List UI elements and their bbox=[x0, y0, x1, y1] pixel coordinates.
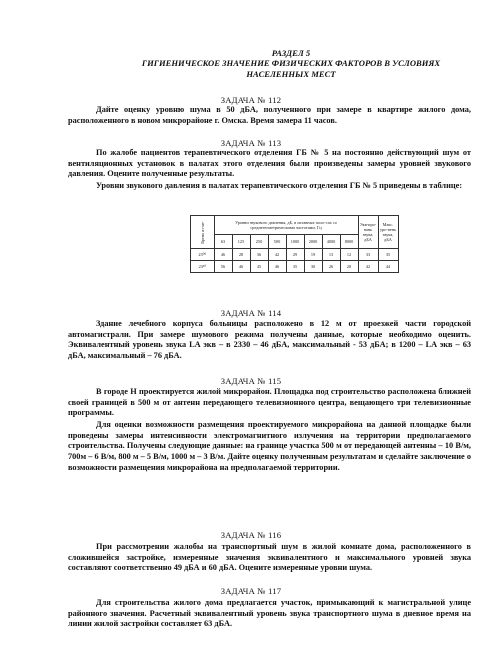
value-cell: 19 bbox=[304, 249, 322, 261]
value-cell: 28 bbox=[232, 249, 250, 261]
freq-cell: 2000 bbox=[304, 235, 322, 249]
task-116-text: При рассмотрении жалобы на транспортный шум в жилой комнате дома, расположенного в сложившейся застройке, измеренные значения эквивалентного и максимального уровней звука составляют соответственно 49 дБА и 60 дБА. Оцените измеренные уровни шума. bbox=[68, 542, 471, 573]
time-cell: 23³⁰ bbox=[191, 261, 215, 273]
freq-cell: 8000 bbox=[340, 235, 358, 249]
value-cell: 26 bbox=[322, 261, 340, 273]
freq-cell: 500 bbox=[268, 235, 286, 249]
value-cell: 46 bbox=[268, 261, 286, 273]
freq-cell: 250 bbox=[250, 235, 268, 249]
max-level-header: Макс. уро-вень звука, дБА bbox=[378, 216, 398, 249]
section-title-line1: ГИГИЕНИЧЕСКОЕ ЗНАЧЕНИЕ ФИЗИЧЕСКИХ ФАКТОРОВ В УСЛОВИЯХ bbox=[141, 58, 441, 68]
section-title-line2: НАСЕЛЕННЫХ МЕСТ bbox=[246, 69, 336, 79]
value-cell: 42 bbox=[358, 261, 378, 273]
value-cell: 46 bbox=[232, 261, 250, 273]
value-cell: 33 bbox=[358, 249, 378, 261]
eq-level-header: Экв-иро-вань звука, дБА bbox=[358, 216, 378, 249]
time-header: Время из-ме- bbox=[191, 216, 215, 249]
task-113-title: ЗАДАЧА № 113 bbox=[220, 138, 282, 148]
table-row bbox=[191, 249, 399, 261]
value-cell: 13 bbox=[322, 249, 340, 261]
table-row bbox=[191, 261, 399, 273]
freq-cell: 1000 bbox=[286, 235, 304, 249]
task-117-title: ЗАДАЧА № 117 bbox=[220, 586, 282, 596]
task-112-text: Дайте оценку уровню шума в 50 дБА, полученного при замере в квартире жилого дома, расположенного в новом микрорайоне г. Омска. Время замера 11 часов. bbox=[68, 105, 471, 125]
freq-cell: 4000 bbox=[322, 235, 340, 249]
value-cell: 45 bbox=[250, 261, 268, 273]
freq-cell: 63 bbox=[214, 235, 232, 249]
value-cell: 35 bbox=[378, 249, 398, 261]
task-115-text1: В городе Н проектируется жилой микрорайон. Площадка под строительство расположена ближней своей границей в 500 м от антенн передающего телевизионного центра, вещающего три телевизионные программы. bbox=[68, 387, 471, 418]
task-112-title: ЗАДАЧА № 112 bbox=[220, 95, 282, 105]
task-116-title: ЗАДАЧА № 116 bbox=[220, 530, 282, 540]
task-114-text: Здание лечебного корпуса больницы расположено в 12 м от проезжей части городской автомагистрали. При замере шумового режима получены данные, которые необходимо оценить. Эквивалентный уровень звука LA экв – в 2330 – 46 дБА, максимальный - 53 дБА; в 1200 – LA экв – 63 дБА, максимальный – 76 дБА. bbox=[68, 319, 471, 361]
value-cell: 29 bbox=[286, 249, 304, 261]
freq-header: Уровни звукового давления, дБ, в октавных поло-сах со среднегеометрическими частотами, Гц bbox=[214, 216, 358, 235]
value-cell: 42 bbox=[268, 249, 286, 261]
task-117-text: Для строительства жилого дома предлагается участок, примыкающий к магистральной улице районного значения. Расчетный эквивалентный уровень звука транспортного шума в дневное время на линии жилой застройки составляет 63 дБА. bbox=[68, 598, 471, 629]
task-113-text2: Уровни звукового давления в палатах терапевтического отделения ГБ № 5 приведены в таблице: bbox=[96, 181, 463, 190]
value-cell: 56 bbox=[214, 261, 232, 273]
section-number: РАЗДЕЛ 5 bbox=[271, 48, 311, 58]
value-cell: 20 bbox=[340, 261, 358, 273]
task-114-title: ЗАДАЧА № 114 bbox=[220, 308, 282, 318]
value-cell: 35 bbox=[286, 261, 304, 273]
value-cell: 30 bbox=[304, 261, 322, 273]
value-cell: 44 bbox=[378, 261, 398, 273]
task-115-text2: Для оценки возможности размещения проектируемого микрорайона на данной площадке были проведены замеры интенсивности электромагнитного излучения на территории предполагаемого строительства. Получены следующие данные: на границе участка 500 м от передающей антенны – 10 В/м, 700м – 6 В/м, 800 м – 5 В/м, 1000 м – 3 В/м. Дайте оценку полученным результатам и сделайте заключение о возможности размещения микрорайона на предполагаемой территории. bbox=[68, 420, 471, 472]
time-cell: 23⁰⁰ bbox=[191, 249, 215, 261]
task-115-title: ЗАДАЧА № 115 bbox=[220, 376, 282, 386]
sound-pressure-table bbox=[190, 215, 399, 273]
value-cell: 46 bbox=[214, 249, 232, 261]
value-cell: 12 bbox=[340, 249, 358, 261]
value-cell: 36 bbox=[250, 249, 268, 261]
task-113-text1: По жалобе пациентов терапевтического отделения ГБ № 5 на постоянно действующий шум от вентиляционных установок в палатах этого отделения были произведены замеры уровней звукового давления. Оцените полученные результаты. bbox=[68, 148, 471, 179]
freq-cell: 125 bbox=[232, 235, 250, 249]
